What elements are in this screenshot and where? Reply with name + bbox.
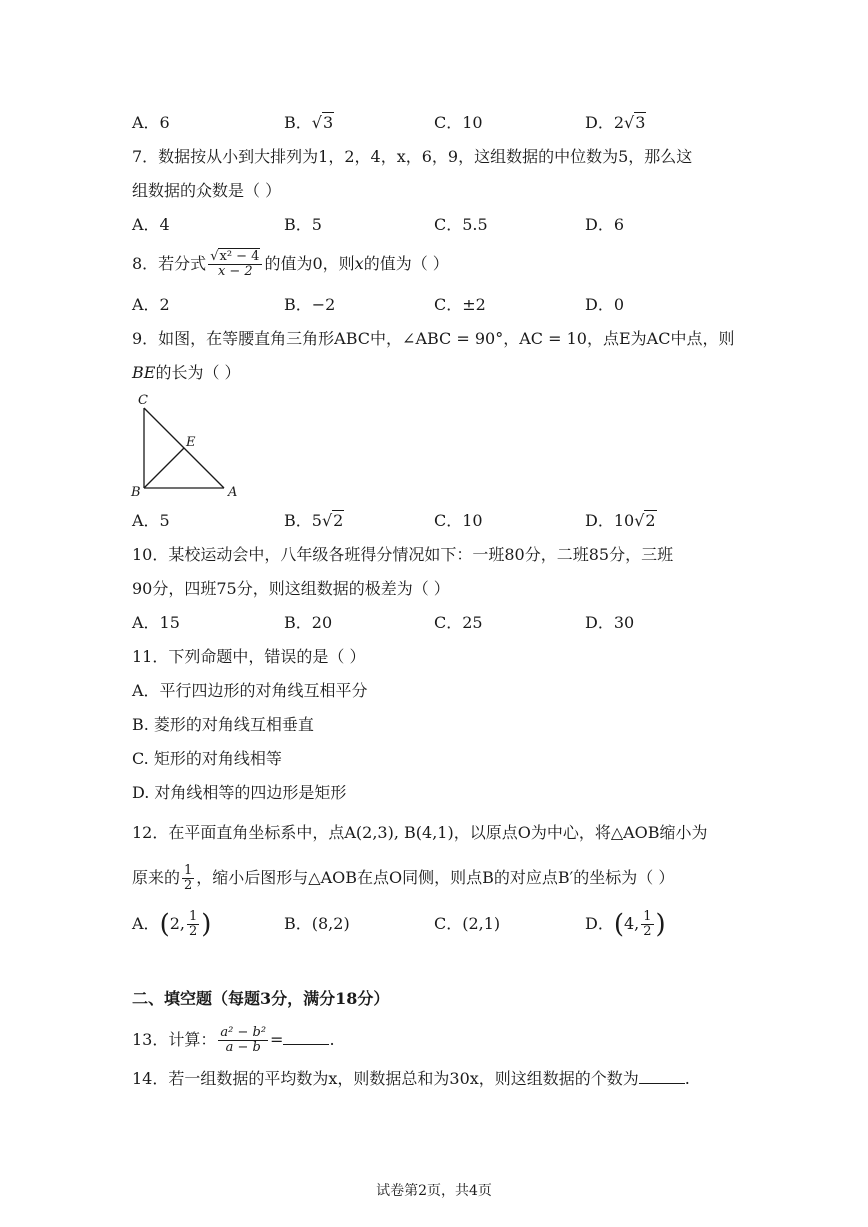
q9-option-b[interactable]: B．5√2 xyxy=(284,511,344,530)
q6-options xyxy=(132,110,742,136)
q12-line2: 原来的 $\frac{1}{2}$ ，缩小后图形与△AOB在点O同侧，则点B的对应点B′的坐标为（ ） xyxy=(132,862,675,893)
label-b: B xyxy=(131,485,141,500)
q7-option-a[interactable]: A．4 xyxy=(132,215,170,234)
q8-option-b[interactable]: B．−2 xyxy=(284,295,336,314)
q6-option-d-radicand: 3 xyxy=(635,113,646,132)
q10-line1: 10．某校运动会中，八年级各班得分情况如下：一班80分，二班85分，三班 xyxy=(132,545,674,564)
q9-option-a[interactable]: A．5 xyxy=(132,511,170,530)
segment-be xyxy=(144,448,184,488)
q8-stem: 8．若分式 $\frac{\text{√x² − 4}}{x - 2}$ 的值为0，则x的值为（ ） xyxy=(132,248,449,279)
q6-option-c[interactable]: C．10 xyxy=(434,113,483,132)
q13-fraction: $\frac{\text{a² − b²}}{a - b}$ xyxy=(220,1024,267,1055)
q12-option-d[interactable]: D．(4, $\frac{1}{2}$ ) xyxy=(585,908,666,940)
q6-option-b-radicand: 3 xyxy=(322,113,334,132)
q9-options xyxy=(132,508,742,534)
q12-line1: 12．在平面直角坐标系中，点A(2,3), B(4,1)，以原点O为中心，将△AOB缩小为 xyxy=(132,823,708,842)
q10-option-d[interactable]: D．30 xyxy=(585,613,635,632)
triangle-diagram xyxy=(128,392,248,502)
q14-stem: 14．若一组数据的平均数为x，则数据总和为30x，则这组数据的个数为 . xyxy=(132,1069,690,1088)
q9-option-d[interactable]: D．10√2 xyxy=(585,511,656,530)
q8-option-c[interactable]: C．±2 xyxy=(434,295,486,314)
q13-answer-blank[interactable] xyxy=(283,1028,329,1045)
q9-line2: BE的长为（ ） xyxy=(132,363,241,382)
q11-option-b[interactable]: B. 菱形的对角线互相垂直 xyxy=(132,715,314,734)
q6-option-a[interactable]: A．6 xyxy=(132,113,170,132)
q14-answer-blank[interactable] xyxy=(639,1067,685,1084)
page-footer: 试卷第2页，共4页 xyxy=(376,1183,492,1199)
q7-option-b[interactable]: B．5 xyxy=(284,215,322,234)
q11-option-a[interactable]: A．平行四边形的对角线互相平分 xyxy=(132,681,368,700)
q10-options xyxy=(132,610,742,636)
q12-option-a[interactable]: A．(2, $\frac{1}{2}$ ) xyxy=(132,908,212,940)
q8-option-a[interactable]: A．2 xyxy=(132,295,170,314)
q7-option-c[interactable]: C．5.5 xyxy=(434,215,488,234)
q10-option-b[interactable]: B．20 xyxy=(284,613,333,632)
q8-fraction: $\frac{\text{√x² − 4}}{x - 2}$ xyxy=(208,250,262,280)
q8-option-d[interactable]: D．0 xyxy=(585,295,625,314)
q9-option-c[interactable]: C．10 xyxy=(434,511,483,530)
q13-stem: 13．计算： $\frac{\text{a² − b²}}{a - b}$ = . xyxy=(132,1024,335,1055)
q11-option-c[interactable]: C. 矩形的对角线相等 xyxy=(132,749,282,768)
label-e: E xyxy=(186,435,196,450)
q12-fraction: $\frac{1}{2}$ xyxy=(184,862,193,893)
q10-option-c[interactable]: C．25 xyxy=(434,613,483,632)
label-a: A xyxy=(228,485,238,500)
q6-option-d[interactable]: D．2√3 xyxy=(585,113,646,132)
section-2-heading: 二、填空题（每题3分，满分18分） xyxy=(132,989,390,1008)
q12-option-c[interactable]: C．(2,1) xyxy=(434,914,501,933)
q7-option-d[interactable]: D．6 xyxy=(585,215,625,234)
q12-option-b[interactable]: B．(8,2) xyxy=(284,914,350,933)
q12-options xyxy=(132,904,742,944)
label-c: C xyxy=(138,393,148,408)
q7-line2: 组数据的众数是（ ） xyxy=(132,181,282,200)
q7-line1: 7．数据按从小到大排列为1，2，4，x，6，9，这组数据的中位数为5，那么这 xyxy=(132,147,693,166)
q10-option-a[interactable]: A．15 xyxy=(132,613,180,632)
q10-line2: 90分，四班75分，则这组数据的极差为（ ） xyxy=(132,579,450,598)
q9-line1: 9．如图，在等腰直角三角形ABC中，∠ABC = 90°，AC = 10，点E为AC中点，则 xyxy=(132,329,735,348)
q8-options xyxy=(132,292,742,318)
q6-option-b[interactable]: B．√3 xyxy=(284,113,334,132)
q11-option-d[interactable]: D. 对角线相等的四边形是矩形 xyxy=(132,783,347,802)
q7-options xyxy=(132,212,742,238)
q11-stem: 11．下列命题中，错误的是（ ） xyxy=(132,647,366,666)
